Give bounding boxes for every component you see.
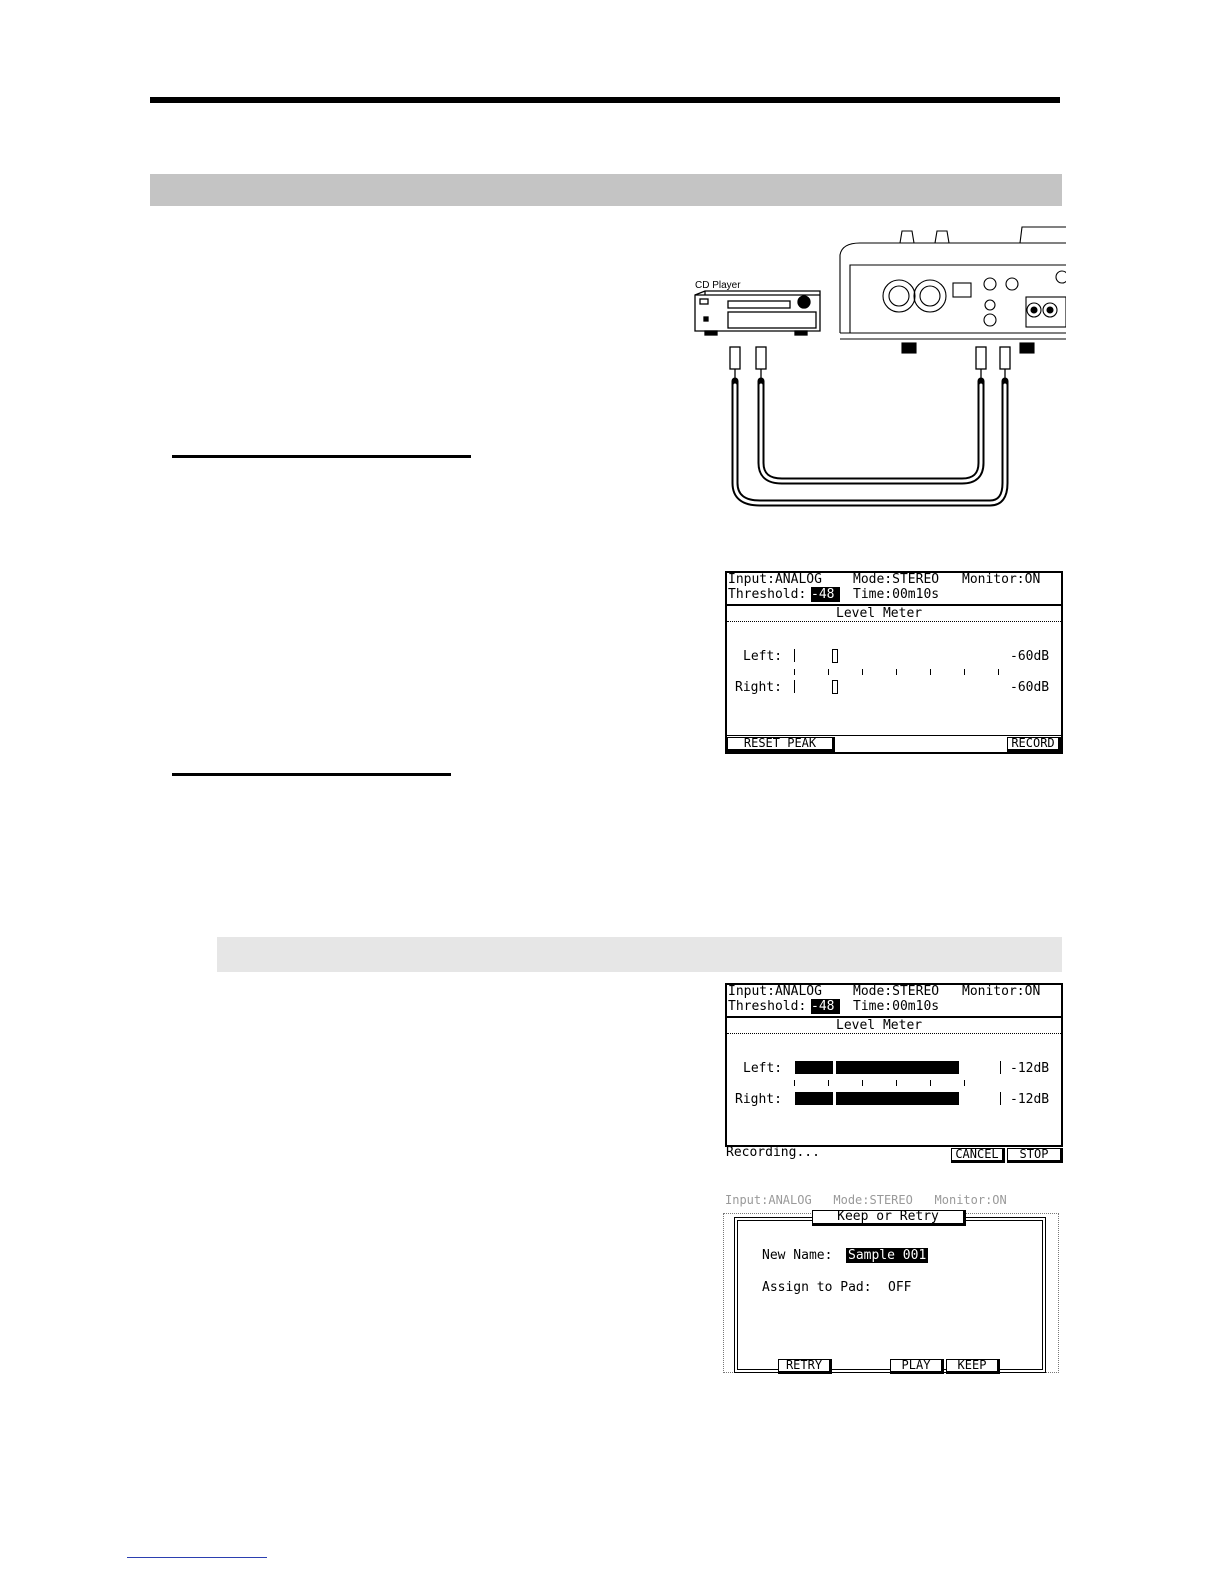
left-db-readout: -60dB [1010, 649, 1050, 664]
time-readout: Time:00m10s [853, 999, 940, 1014]
lcd-screen-keep-or-retry [722, 1193, 1062, 1378]
heading-underline [172, 773, 451, 776]
meter-tick [794, 1080, 795, 1086]
threshold-label: Threshold: [728, 999, 807, 1014]
dotted-divider [727, 621, 1061, 622]
level-meter-title: Level Meter [836, 1018, 923, 1033]
heading-underline [172, 455, 471, 458]
top-rule [150, 97, 1060, 103]
input-readout: Input:ANALOG [728, 984, 822, 999]
meter-tick [896, 1080, 897, 1086]
meter-tick [862, 669, 863, 675]
threshold-value[interactable]: -48 [811, 587, 840, 602]
left-channel-label: Left: [743, 1061, 783, 1076]
device-rear-panel [840, 227, 1066, 353]
new-name-label: New Name: [762, 1248, 833, 1263]
reset-peak-button[interactable]: RESET PEAK [727, 737, 835, 752]
left-channel-label: Left: [743, 649, 783, 664]
cancel-button[interactable]: CANCEL [951, 1148, 1005, 1163]
threshold-value[interactable]: -48 [811, 999, 840, 1014]
right-channel-label: Right: [735, 680, 782, 695]
meter-tick [794, 669, 795, 675]
cd-player [695, 291, 820, 335]
background-header: Input:ANALOG Mode:STEREO Monitor:ON [725, 1193, 1007, 1207]
new-name-field[interactable]: Sample 001 [848, 1248, 927, 1263]
right-peak-gap [833, 1092, 836, 1105]
section-header-bar [150, 174, 1062, 206]
meter-tick [862, 1080, 863, 1086]
input-readout: Input:ANALOG [728, 572, 822, 587]
recording-status: Recording... [726, 1145, 820, 1160]
time-readout: Time:00m10s [853, 587, 940, 602]
subsection-header-bar [217, 937, 1062, 972]
play-button[interactable]: PLAY [890, 1359, 944, 1374]
retry-button[interactable]: RETRY [778, 1359, 832, 1374]
level-meter-title: Level Meter [836, 606, 923, 621]
meter-tick [964, 669, 965, 675]
meter-tick [828, 669, 829, 675]
dotted-divider [727, 1033, 1061, 1034]
dialog-frame [734, 1217, 1046, 1373]
meter-tick [896, 669, 897, 675]
rca-plugs [730, 347, 1010, 381]
left-db-readout: -12dB [1010, 1061, 1050, 1076]
record-button[interactable]: RECORD [1007, 737, 1061, 752]
keep-button[interactable]: KEEP [946, 1359, 1000, 1374]
left-peak-marker [832, 649, 838, 663]
footnote-rule [127, 1557, 267, 1558]
cd-player-label: CD Player [695, 280, 741, 291]
assign-pad-value[interactable]: OFF [888, 1280, 912, 1295]
assign-pad-label: Assign to Pad: [762, 1280, 872, 1295]
right-db-readout: -12dB [1010, 1092, 1050, 1107]
left-peak-gap [833, 1061, 836, 1074]
mode-readout: Mode:STEREO [853, 984, 940, 999]
right-channel-label: Right: [735, 1092, 782, 1107]
right-meter-start [794, 680, 795, 693]
monitor-readout: Monitor:ON [962, 984, 1041, 999]
right-db-readout: -60dB [1010, 680, 1050, 695]
monitor-readout: Monitor:ON [962, 572, 1041, 587]
lcd-screen-recording [725, 983, 1063, 1164]
audio-cables [735, 381, 1005, 503]
right-meter-end [1000, 1092, 1001, 1105]
left-meter-end [1000, 1061, 1001, 1074]
left-level-bar [795, 1061, 959, 1074]
meter-tick [828, 1080, 829, 1086]
dialog-title: Keep or Retry [812, 1210, 966, 1226]
left-meter-start [794, 649, 795, 662]
right-peak-marker [832, 680, 838, 694]
meter-tick [964, 1080, 965, 1086]
diagram-illustration [690, 225, 1066, 515]
lcd-screen-level-meter [725, 571, 1063, 754]
meter-tick [998, 669, 999, 675]
stop-button[interactable]: STOP [1007, 1148, 1063, 1163]
connection-diagram [690, 225, 1066, 515]
threshold-label: Threshold: [728, 587, 807, 602]
meter-tick [930, 1080, 931, 1086]
right-level-bar [795, 1092, 959, 1105]
meter-tick [930, 669, 931, 675]
mode-readout: Mode:STEREO [853, 572, 940, 587]
